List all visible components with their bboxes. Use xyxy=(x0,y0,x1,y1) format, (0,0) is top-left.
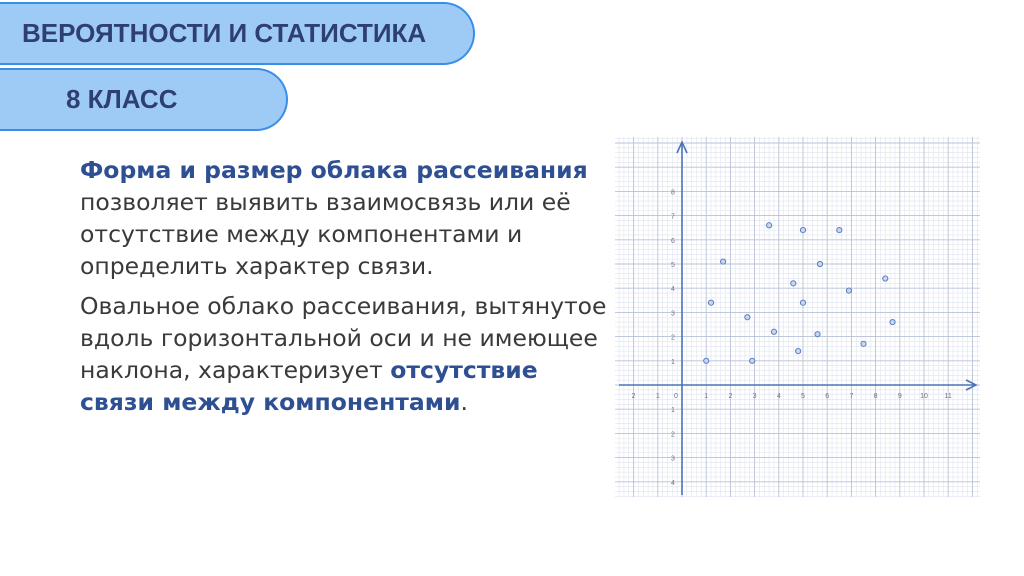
y-tick-label: 8 xyxy=(671,189,675,197)
y-tick-label: 7 xyxy=(671,213,675,221)
x-tick-label: 4 xyxy=(776,393,781,400)
scatter-plot xyxy=(615,137,980,497)
scatter-point xyxy=(815,332,820,337)
scatter-point xyxy=(846,288,851,293)
paragraph-1-rest: позволяет выявить взаимосвязь или её отсутствие между компонентами и определить характер связи. xyxy=(80,188,571,280)
y-tick-label: 5 xyxy=(671,262,675,269)
scatter-point xyxy=(771,329,776,334)
y-tick-label: 1 xyxy=(671,358,675,366)
scatter-point xyxy=(704,358,709,363)
x-tick-label: 2 xyxy=(728,393,733,400)
x-tick-label: 3 xyxy=(752,393,757,400)
y-tick-label: 6 xyxy=(671,237,675,245)
y-tick-label: 4 xyxy=(671,479,675,487)
scatter-point xyxy=(800,300,805,305)
paragraph-2-bold: отсутствие связи между компонентами xyxy=(80,356,538,416)
scatter-point xyxy=(791,281,796,286)
y-tick-label: 2 xyxy=(671,431,675,439)
x-tick-label: 9 xyxy=(897,393,902,400)
x-tick-label: 10 xyxy=(920,393,928,400)
grade-banner xyxy=(0,68,288,131)
paragraph-2 xyxy=(80,290,615,418)
subject-banner xyxy=(0,2,475,65)
x-tick-label: 6 xyxy=(825,393,830,400)
scatter-point xyxy=(883,276,888,281)
grade-title: 8 КЛАСС xyxy=(66,84,178,114)
scatter-point xyxy=(721,259,726,264)
scatter-point xyxy=(708,300,713,305)
paragraph-1-bold: Форма и размер облака рассеивания xyxy=(80,156,588,184)
y-tick-label: 3 xyxy=(671,455,675,463)
scatter-point xyxy=(745,315,750,320)
paragraph-2-end: . xyxy=(460,388,468,416)
scatter-point xyxy=(861,341,866,346)
scatter-point xyxy=(817,261,822,266)
x-tick-label: 5 xyxy=(801,393,805,400)
x-tick-label: 2 xyxy=(631,393,636,400)
x-tick-label: 1 xyxy=(655,393,660,400)
x-tick-label: 7 xyxy=(849,393,854,400)
x-tick-label: 1 xyxy=(704,393,709,400)
x-tick-label: 8 xyxy=(873,393,878,400)
x-tick-label: 11 xyxy=(944,393,952,400)
paragraph-1 xyxy=(80,154,615,282)
scatter-point xyxy=(837,228,842,233)
scatter-point xyxy=(800,228,805,233)
x-tick-label: 0 xyxy=(674,393,678,400)
scatter-point xyxy=(796,349,801,354)
scatter-point xyxy=(750,358,755,363)
paragraph-2-lead: Овальное облако рассеивания, вытянутое вдоль горизонтальной оси и не имеющее наклона, характеризует xyxy=(80,292,607,384)
y-tick-label: 2 xyxy=(671,334,675,342)
scatter-point xyxy=(767,223,772,228)
y-tick-label: 3 xyxy=(671,310,675,318)
body-text xyxy=(80,154,615,426)
y-tick-label: 4 xyxy=(671,286,675,294)
scatter-point xyxy=(890,319,895,324)
y-tick-label: 1 xyxy=(671,407,675,415)
subject-title: ВЕРОЯТНОСТИ И СТАТИСТИКА xyxy=(22,18,427,48)
